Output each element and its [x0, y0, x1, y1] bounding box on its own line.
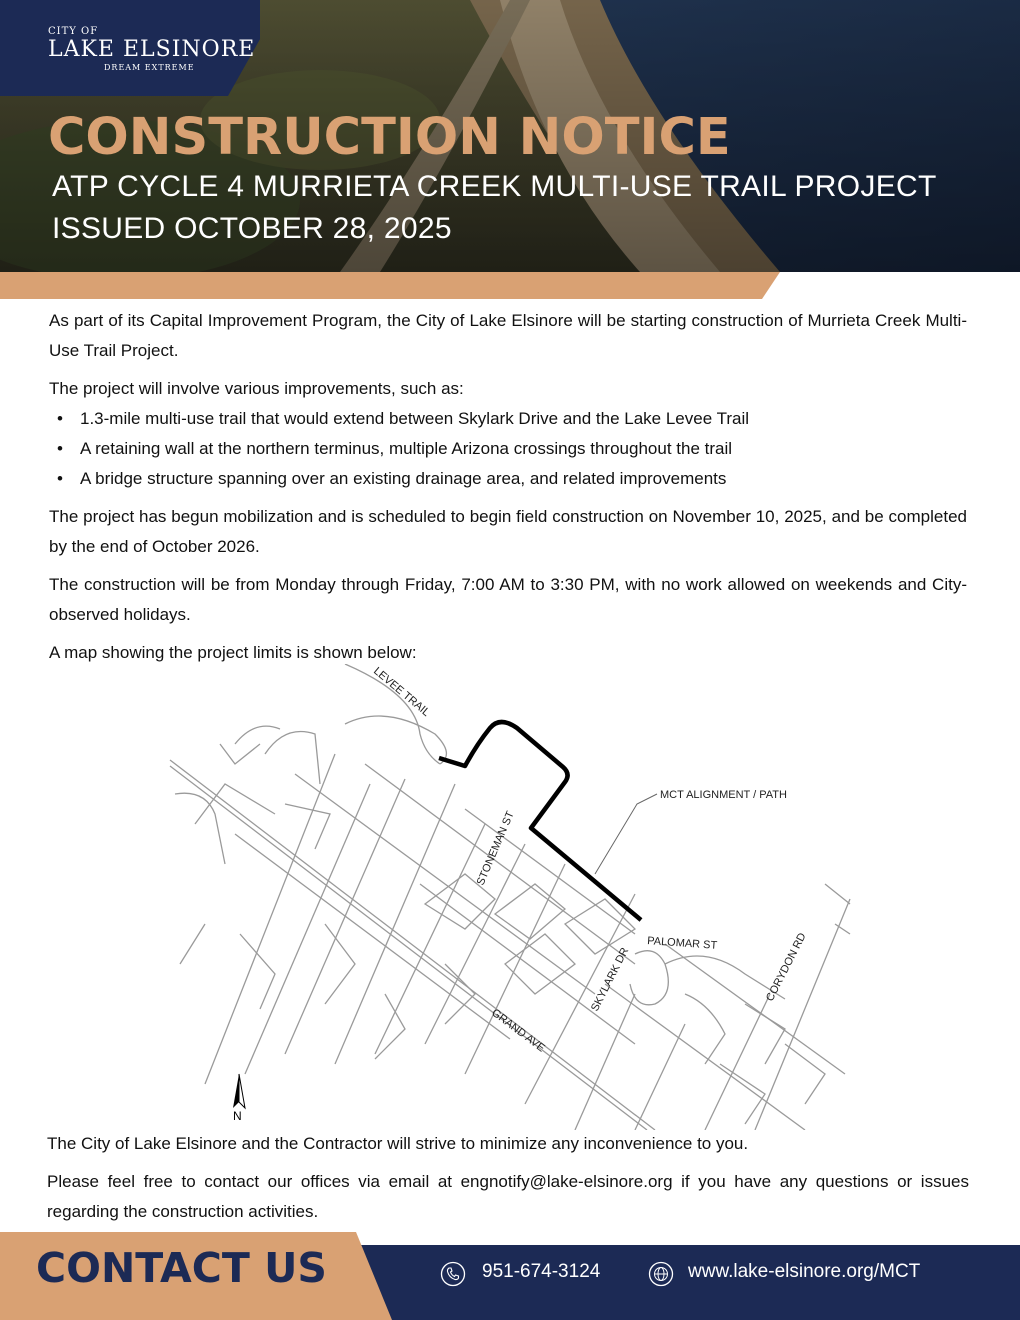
inconvenience-paragraph: The City of Lake Elsinore and the Contractor will strive to minimize any inconvenience to you.: [47, 1134, 749, 1153]
alignment-leader-line: [595, 794, 657, 874]
website-link[interactable]: www.lake-elsinore.org/MCT: [688, 1261, 921, 1282]
north-arrow-icon: [233, 1074, 245, 1123]
logo-tagline: DREAM EXTREME: [104, 63, 195, 72]
project-map: [165, 664, 855, 1130]
label-corydon-rd: CORYDON RD: [763, 931, 809, 1004]
list-intro: The project will involve various improvements, such as:: [49, 379, 464, 398]
issued-date: ISSUED OCTOBER 28, 2025: [52, 212, 452, 245]
label-palomar-st: PALOMAR ST: [646, 935, 718, 952]
map-intro: A map showing the project limits is shown below:: [49, 643, 417, 662]
logo-city-of: CITY OF: [48, 26, 99, 37]
contact-paragraph: Please feel free to contact our offices via email at engnotify@lake-elsinore.org if you have any questions or issues regarding the construction activities.: [47, 1172, 969, 1221]
globe-icon: [648, 1261, 674, 1287]
tan-divider-bar: [0, 272, 1020, 299]
mct-alignment-path: [439, 722, 641, 920]
logo-lake-elsinore: LAKE ELSINORE: [48, 37, 256, 62]
notice-title: CONSTRUCTION NOTICE: [48, 108, 731, 167]
notice-body: [49, 306, 967, 676]
phone-icon: [440, 1261, 466, 1287]
street-grid: [170, 664, 850, 1130]
schedule-paragraph: The project has begun mobilization and is scheduled to begin field construction on November 10, 2025, and be completed by the end of October 2026.: [49, 507, 967, 556]
label-mct-alignment: MCT ALIGNMENT / PATH: [660, 789, 787, 801]
list-item: • A retaining wall at the northern terminus, multiple Arizona crossings throughout the trail: [49, 434, 967, 464]
contact-us-heading: CONTACT US: [36, 1244, 327, 1292]
map-labels: [371, 665, 809, 1054]
label-levee-trail: LEVEE TRAIL: [371, 665, 433, 719]
hours-paragraph: The construction will be from Monday through Friday, 7:00 AM to 3:30 PM, with no work allowed on weekends and City-observed holidays.: [49, 575, 967, 624]
improvements-list: [49, 404, 967, 494]
project-subtitle: ATP CYCLE 4 MURRIETA CREEK MULTI-USE TRAIL PROJECT: [52, 170, 937, 203]
intro-paragraph: As part of its Capital Improvement Program, the City of Lake Elsinore will be starting construction of Murrieta Creek Multi-Use Trail Project.: [49, 311, 967, 360]
phone-number[interactable]: 951-674-3124: [482, 1261, 601, 1282]
label-stoneman-st: STONEMAN ST: [474, 809, 517, 888]
header-banner: [0, 0, 1020, 272]
list-item: • A bridge structure spanning over an existing drainage area, and related improvements: [49, 464, 967, 494]
city-logo: [48, 26, 255, 72]
list-item: • 1.3-mile multi-use trail that would extend between Skylark Drive and the Lake Levee Trail: [49, 404, 967, 434]
north-label: N: [233, 1109, 242, 1123]
label-skylark-dr: SKYLARK DR: [588, 945, 632, 1014]
closing-text: [47, 1129, 969, 1235]
label-grand-ave: GRAND AVE: [489, 1006, 548, 1055]
